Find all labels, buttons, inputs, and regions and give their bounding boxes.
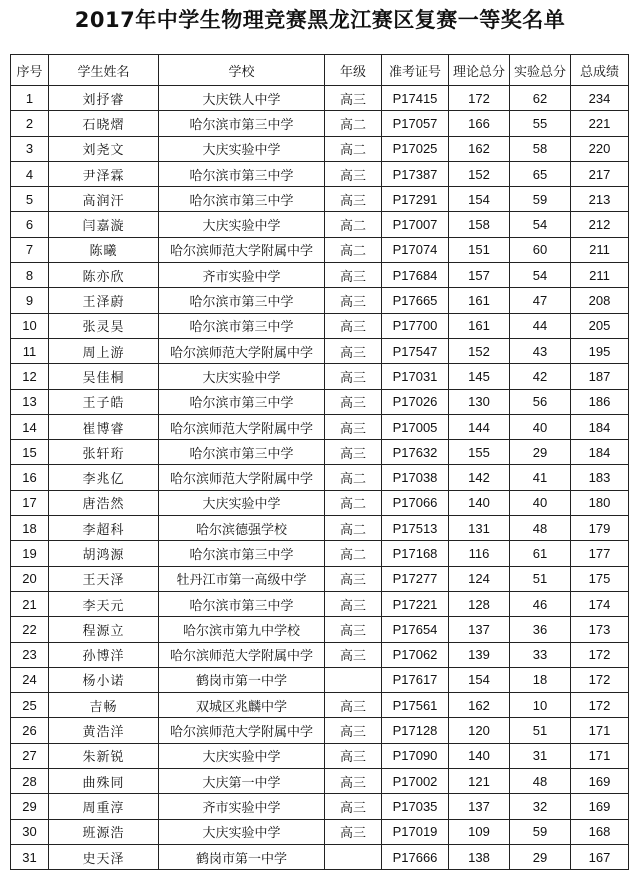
seq-cell: 27	[11, 743, 49, 768]
exam-id-cell: P17415	[382, 86, 449, 111]
table-row	[11, 819, 629, 844]
table-row	[11, 844, 629, 869]
student-name-cell: 张灵昊	[49, 313, 159, 338]
exam-id-cell: P17035	[382, 794, 449, 819]
exam-id-cell: P17007	[382, 212, 449, 237]
lab-score-cell: 60	[510, 237, 571, 262]
grade-cell: 高二	[325, 212, 382, 237]
lab-score-cell: 54	[510, 263, 571, 288]
theory-score-cell: 142	[449, 465, 510, 490]
student-name-cell: 石晓熠	[49, 111, 159, 136]
student-name-cell: 唐浩然	[49, 490, 159, 515]
lab-score-cell: 32	[510, 794, 571, 819]
school-cell: 哈尔滨市第三中学	[159, 111, 325, 136]
table-row	[11, 364, 629, 389]
student-name-cell: 陈曦	[49, 237, 159, 262]
column-header-theory-score: 理论总分	[449, 55, 510, 86]
table-row	[11, 693, 629, 718]
seq-cell: 1	[11, 86, 49, 111]
table-row	[11, 465, 629, 490]
school-cell: 鹤岗市第一中学	[159, 844, 325, 869]
grade-cell: 高三	[325, 313, 382, 338]
seq-cell: 6	[11, 212, 49, 237]
grade-cell: 高三	[325, 263, 382, 288]
theory-score-cell: 121	[449, 769, 510, 794]
total-score-cell: 234	[571, 86, 629, 111]
seq-cell: 20	[11, 566, 49, 591]
total-score-cell: 169	[571, 769, 629, 794]
school-cell: 哈尔滨师范大学附属中学	[159, 414, 325, 439]
seq-cell: 16	[11, 465, 49, 490]
theory-score-cell: 140	[449, 490, 510, 515]
theory-score-cell: 144	[449, 414, 510, 439]
exam-id-cell: P17666	[382, 844, 449, 869]
table-row	[11, 187, 629, 212]
grade-cell: 高三	[325, 642, 382, 667]
seq-cell: 3	[11, 136, 49, 161]
seq-cell: 2	[11, 111, 49, 136]
theory-score-cell: 152	[449, 338, 510, 363]
table-body	[11, 86, 629, 870]
school-cell: 大庆铁人中学	[159, 86, 325, 111]
lab-score-cell: 43	[510, 338, 571, 363]
seq-cell: 8	[11, 263, 49, 288]
theory-score-cell: 157	[449, 263, 510, 288]
total-score-cell: 180	[571, 490, 629, 515]
theory-score-cell: 161	[449, 288, 510, 313]
grade-cell: 高三	[325, 161, 382, 186]
student-name-cell: 孙博洋	[49, 642, 159, 667]
exam-id-cell: P17005	[382, 414, 449, 439]
table-row	[11, 617, 629, 642]
lab-score-cell: 56	[510, 389, 571, 414]
seq-cell: 10	[11, 313, 49, 338]
exam-id-cell: P17221	[382, 591, 449, 616]
theory-score-cell: 152	[449, 161, 510, 186]
table-row	[11, 288, 629, 313]
seq-cell: 9	[11, 288, 49, 313]
grade-cell: 高三	[325, 338, 382, 363]
lab-score-cell: 58	[510, 136, 571, 161]
grade-cell: 高三	[325, 591, 382, 616]
column-header-total-score: 总成绩	[571, 55, 629, 86]
grade-cell: 高二	[325, 136, 382, 161]
lab-score-cell: 41	[510, 465, 571, 490]
exam-id-cell: P17057	[382, 111, 449, 136]
exam-id-cell: P17277	[382, 566, 449, 591]
theory-score-cell: 137	[449, 794, 510, 819]
table-row	[11, 743, 629, 768]
total-score-cell: 169	[571, 794, 629, 819]
table-row	[11, 718, 629, 743]
student-name-cell: 闫嘉漩	[49, 212, 159, 237]
grade-cell: 高三	[325, 718, 382, 743]
lab-score-cell: 40	[510, 490, 571, 515]
school-cell: 哈尔滨德强学校	[159, 516, 325, 541]
seq-cell: 31	[11, 844, 49, 869]
student-name-cell: 朱新锐	[49, 743, 159, 768]
page-title: 2017年中学生物理竞赛黑龙江赛区复赛一等奖名单	[74, 8, 566, 32]
column-header-name: 学生姓名	[49, 55, 159, 86]
total-score-cell: 174	[571, 591, 629, 616]
grade-cell: 高三	[325, 566, 382, 591]
student-name-cell: 杨小诺	[49, 667, 159, 692]
school-cell: 哈尔滨市第三中学	[159, 288, 325, 313]
theory-score-cell: 162	[449, 693, 510, 718]
grade-cell: 高三	[325, 187, 382, 212]
theory-score-cell: 151	[449, 237, 510, 262]
column-header-grade: 年级	[325, 55, 382, 86]
student-name-cell: 程源立	[49, 617, 159, 642]
student-name-cell: 吴佳桐	[49, 364, 159, 389]
lab-score-cell: 48	[510, 516, 571, 541]
student-name-cell: 班源浩	[49, 819, 159, 844]
theory-score-cell: 116	[449, 541, 510, 566]
student-name-cell: 胡鸿源	[49, 541, 159, 566]
header-row	[11, 55, 629, 86]
theory-score-cell: 154	[449, 187, 510, 212]
lab-score-cell: 61	[510, 541, 571, 566]
lab-score-cell: 40	[510, 414, 571, 439]
grade-cell: 高三	[325, 743, 382, 768]
theory-score-cell: 166	[449, 111, 510, 136]
grade-cell: 高三	[325, 389, 382, 414]
student-name-cell: 崔博睿	[49, 414, 159, 439]
grade-cell: 高三	[325, 364, 382, 389]
exam-id-cell: P17617	[382, 667, 449, 692]
exam-id-cell: P17654	[382, 617, 449, 642]
grade-cell: 高三	[325, 288, 382, 313]
award-table	[10, 54, 629, 870]
table-row	[11, 566, 629, 591]
theory-score-cell: 137	[449, 617, 510, 642]
theory-score-cell: 109	[449, 819, 510, 844]
total-score-cell: 183	[571, 465, 629, 490]
table-row	[11, 769, 629, 794]
theory-score-cell: 128	[449, 591, 510, 616]
school-cell: 大庆实验中学	[159, 364, 325, 389]
school-cell: 双城区兆麟中学	[159, 693, 325, 718]
exam-id-cell: P17128	[382, 718, 449, 743]
lab-score-cell: 59	[510, 819, 571, 844]
total-score-cell: 177	[571, 541, 629, 566]
table-row	[11, 667, 629, 692]
table-row	[11, 490, 629, 515]
school-cell: 哈尔滨师范大学附属中学	[159, 465, 325, 490]
exam-id-cell: P17665	[382, 288, 449, 313]
grade-cell: 高二	[325, 516, 382, 541]
table-row	[11, 136, 629, 161]
theory-score-cell: 154	[449, 667, 510, 692]
total-score-cell: 172	[571, 667, 629, 692]
total-score-cell: 172	[571, 693, 629, 718]
total-score-cell: 195	[571, 338, 629, 363]
total-score-cell: 168	[571, 819, 629, 844]
total-score-cell: 186	[571, 389, 629, 414]
exam-id-cell: P17026	[382, 389, 449, 414]
total-score-cell: 179	[571, 516, 629, 541]
table-header	[11, 55, 629, 86]
theory-score-cell: 124	[449, 566, 510, 591]
grade-cell	[325, 667, 382, 692]
lab-score-cell: 10	[510, 693, 571, 718]
table-row	[11, 237, 629, 262]
seq-cell: 26	[11, 718, 49, 743]
table-row	[11, 541, 629, 566]
school-cell: 哈尔滨市第九中学校	[159, 617, 325, 642]
student-name-cell: 王子皓	[49, 389, 159, 414]
seq-cell: 23	[11, 642, 49, 667]
exam-id-cell: P17002	[382, 769, 449, 794]
seq-cell: 24	[11, 667, 49, 692]
exam-id-cell: P17038	[382, 465, 449, 490]
school-cell: 哈尔滨师范大学附属中学	[159, 338, 325, 363]
school-cell: 哈尔滨市第三中学	[159, 187, 325, 212]
student-name-cell: 李天元	[49, 591, 159, 616]
student-name-cell: 王天泽	[49, 566, 159, 591]
seq-cell: 5	[11, 187, 49, 212]
student-name-cell: 王泽蔚	[49, 288, 159, 313]
student-name-cell: 李兆亿	[49, 465, 159, 490]
lab-score-cell: 54	[510, 212, 571, 237]
table-row	[11, 313, 629, 338]
total-score-cell: 213	[571, 187, 629, 212]
school-cell: 哈尔滨师范大学附属中学	[159, 718, 325, 743]
seq-cell: 11	[11, 338, 49, 363]
student-name-cell: 李超科	[49, 516, 159, 541]
theory-score-cell: 138	[449, 844, 510, 869]
total-score-cell: 171	[571, 743, 629, 768]
grade-cell: 高三	[325, 414, 382, 439]
exam-id-cell: P17168	[382, 541, 449, 566]
exam-id-cell: P17387	[382, 161, 449, 186]
student-name-cell: 周重淳	[49, 794, 159, 819]
exam-id-cell: P17062	[382, 642, 449, 667]
exam-id-cell: P17019	[382, 819, 449, 844]
table-row	[11, 86, 629, 111]
total-score-cell: 220	[571, 136, 629, 161]
grade-cell: 高二	[325, 465, 382, 490]
school-cell: 大庆第一中学	[159, 769, 325, 794]
lab-score-cell: 62	[510, 86, 571, 111]
exam-id-cell: P17031	[382, 364, 449, 389]
exam-id-cell: P17291	[382, 187, 449, 212]
lab-score-cell: 36	[510, 617, 571, 642]
school-cell: 哈尔滨市第三中学	[159, 389, 325, 414]
grade-cell: 高二	[325, 541, 382, 566]
column-header-seq: 序号	[11, 55, 49, 86]
school-cell: 大庆实验中学	[159, 819, 325, 844]
lab-score-cell: 51	[510, 566, 571, 591]
table-row	[11, 212, 629, 237]
exam-id-cell: P17025	[382, 136, 449, 161]
exam-id-cell: P17090	[382, 743, 449, 768]
lab-score-cell: 48	[510, 769, 571, 794]
total-score-cell: 221	[571, 111, 629, 136]
total-score-cell: 172	[571, 642, 629, 667]
exam-id-cell: P17513	[382, 516, 449, 541]
theory-score-cell: 158	[449, 212, 510, 237]
exam-id-cell: P17074	[382, 237, 449, 262]
table-row	[11, 389, 629, 414]
school-cell: 鹤岗市第一中学	[159, 667, 325, 692]
school-cell: 哈尔滨师范大学附属中学	[159, 237, 325, 262]
total-score-cell: 211	[571, 263, 629, 288]
total-score-cell: 171	[571, 718, 629, 743]
student-name-cell: 周上游	[49, 338, 159, 363]
student-name-cell: 刘尧文	[49, 136, 159, 161]
table-row	[11, 591, 629, 616]
total-score-cell: 208	[571, 288, 629, 313]
school-cell: 齐市实验中学	[159, 794, 325, 819]
school-cell: 大庆实验中学	[159, 743, 325, 768]
school-cell: 哈尔滨师范大学附属中学	[159, 642, 325, 667]
lab-score-cell: 46	[510, 591, 571, 616]
student-name-cell: 曲殊同	[49, 769, 159, 794]
table-row	[11, 263, 629, 288]
grade-cell: 高三	[325, 86, 382, 111]
student-name-cell: 史天泽	[49, 844, 159, 869]
school-cell: 大庆实验中学	[159, 136, 325, 161]
grade-cell: 高三	[325, 819, 382, 844]
total-score-cell: 187	[571, 364, 629, 389]
lab-score-cell: 65	[510, 161, 571, 186]
table-row	[11, 161, 629, 186]
seq-cell: 21	[11, 591, 49, 616]
seq-cell: 19	[11, 541, 49, 566]
student-name-cell: 黄浩洋	[49, 718, 159, 743]
school-cell: 哈尔滨市第三中学	[159, 591, 325, 616]
lab-score-cell: 51	[510, 718, 571, 743]
school-cell: 大庆实验中学	[159, 490, 325, 515]
theory-score-cell: 145	[449, 364, 510, 389]
grade-cell: 高二	[325, 237, 382, 262]
student-name-cell: 刘抒睿	[49, 86, 159, 111]
total-score-cell: 211	[571, 237, 629, 262]
school-cell: 牡丹江市第一高级中学	[159, 566, 325, 591]
seq-cell: 25	[11, 693, 49, 718]
table-row	[11, 338, 629, 363]
seq-cell: 18	[11, 516, 49, 541]
total-score-cell: 217	[571, 161, 629, 186]
lab-score-cell: 47	[510, 288, 571, 313]
seq-cell: 14	[11, 414, 49, 439]
lab-score-cell: 44	[510, 313, 571, 338]
exam-id-cell: P17547	[382, 338, 449, 363]
theory-score-cell: 130	[449, 389, 510, 414]
table-row	[11, 440, 629, 465]
seq-cell: 29	[11, 794, 49, 819]
grade-cell: 高三	[325, 693, 382, 718]
exam-id-cell: P17632	[382, 440, 449, 465]
total-score-cell: 205	[571, 313, 629, 338]
total-score-cell: 173	[571, 617, 629, 642]
grade-cell: 高二	[325, 111, 382, 136]
lab-score-cell: 59	[510, 187, 571, 212]
theory-score-cell: 139	[449, 642, 510, 667]
grade-cell: 高三	[325, 794, 382, 819]
total-score-cell: 212	[571, 212, 629, 237]
column-header-lab-score: 实验总分	[510, 55, 571, 86]
table-row	[11, 111, 629, 136]
seq-cell: 4	[11, 161, 49, 186]
theory-score-cell: 172	[449, 86, 510, 111]
seq-cell: 12	[11, 364, 49, 389]
lab-score-cell: 42	[510, 364, 571, 389]
theory-score-cell: 140	[449, 743, 510, 768]
student-name-cell: 张轩珩	[49, 440, 159, 465]
school-cell: 哈尔滨市第三中学	[159, 440, 325, 465]
grade-cell: 高三	[325, 440, 382, 465]
school-cell: 哈尔滨市第三中学	[159, 541, 325, 566]
grade-cell	[325, 844, 382, 869]
seq-cell: 17	[11, 490, 49, 515]
seq-cell: 15	[11, 440, 49, 465]
student-name-cell: 尹泽霖	[49, 161, 159, 186]
lab-score-cell: 29	[510, 844, 571, 869]
seq-cell: 28	[11, 769, 49, 794]
lab-score-cell: 29	[510, 440, 571, 465]
lab-score-cell: 33	[510, 642, 571, 667]
table-row	[11, 794, 629, 819]
total-score-cell: 167	[571, 844, 629, 869]
total-score-cell: 175	[571, 566, 629, 591]
exam-id-cell: P17066	[382, 490, 449, 515]
column-header-school: 学校	[159, 55, 325, 86]
grade-cell: 高三	[325, 617, 382, 642]
exam-id-cell: P17700	[382, 313, 449, 338]
lab-score-cell: 18	[510, 667, 571, 692]
theory-score-cell: 155	[449, 440, 510, 465]
school-cell: 齐市实验中学	[159, 263, 325, 288]
grade-cell: 高三	[325, 769, 382, 794]
table-row	[11, 414, 629, 439]
theory-score-cell: 161	[449, 313, 510, 338]
theory-score-cell: 120	[449, 718, 510, 743]
seq-cell: 22	[11, 617, 49, 642]
school-cell: 哈尔滨市第三中学	[159, 313, 325, 338]
student-name-cell: 高润汗	[49, 187, 159, 212]
lab-score-cell: 55	[510, 111, 571, 136]
student-name-cell: 吉畅	[49, 693, 159, 718]
theory-score-cell: 131	[449, 516, 510, 541]
exam-id-cell: P17561	[382, 693, 449, 718]
seq-cell: 7	[11, 237, 49, 262]
school-cell: 哈尔滨市第三中学	[159, 161, 325, 186]
theory-score-cell: 162	[449, 136, 510, 161]
student-name-cell: 陈亦欣	[49, 263, 159, 288]
total-score-cell: 184	[571, 440, 629, 465]
exam-id-cell: P17684	[382, 263, 449, 288]
table-row	[11, 642, 629, 667]
table-row	[11, 516, 629, 541]
school-cell: 大庆实验中学	[159, 212, 325, 237]
grade-cell: 高二	[325, 490, 382, 515]
lab-score-cell: 31	[510, 743, 571, 768]
total-score-cell: 184	[571, 414, 629, 439]
seq-cell: 13	[11, 389, 49, 414]
column-header-exam-id: 准考证号	[382, 55, 449, 86]
seq-cell: 30	[11, 819, 49, 844]
